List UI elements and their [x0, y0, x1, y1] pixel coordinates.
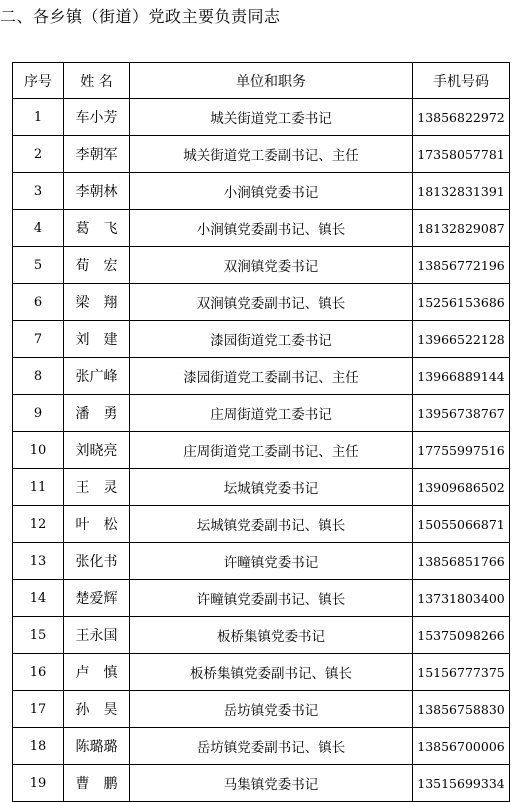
unit-position-cell: 城关街道党工委副书记、主任 [130, 136, 413, 173]
leaders-table [12, 62, 510, 802]
unit-position-cell: 双涧镇党委副书记、镇长 [130, 284, 413, 321]
table-row [13, 173, 510, 210]
serial-number-cell: 7 [13, 321, 64, 358]
mobile-number-cell: 17755997516 [413, 432, 510, 469]
name-cell: 李朝林 [64, 173, 130, 210]
table-row [13, 506, 510, 543]
header-serial-number: 序号 [13, 63, 64, 99]
name-cell: 梁 翔 [64, 284, 130, 321]
mobile-number-cell: 13856700006 [413, 728, 510, 765]
mobile-number-cell: 13856758830 [413, 691, 510, 728]
mobile-number-cell: 15375098266 [413, 617, 510, 654]
serial-number-cell: 17 [13, 691, 64, 728]
table-row [13, 284, 510, 321]
table-row [13, 469, 510, 506]
header-unit-and-position: 单位和职务 [130, 63, 413, 99]
mobile-number-cell: 15055066871 [413, 506, 510, 543]
unit-position-cell: 许疃镇党委副书记、镇长 [130, 580, 413, 617]
mobile-number-cell: 18132829087 [413, 210, 510, 247]
unit-position-cell: 庄周街道党工委书记 [130, 395, 413, 432]
table-row [13, 765, 510, 802]
mobile-number-cell: 13515699334 [413, 765, 510, 802]
mobile-number-cell: 13909686502 [413, 469, 510, 506]
table-row [13, 654, 510, 691]
mobile-number-cell: 18132831391 [413, 173, 510, 210]
serial-number-cell: 9 [13, 395, 64, 432]
unit-position-cell: 许疃镇党委书记 [130, 543, 413, 580]
serial-number-cell: 10 [13, 432, 64, 469]
mobile-number-cell: 15256153686 [413, 284, 510, 321]
serial-number-cell: 1 [13, 99, 64, 136]
mobile-number-cell: 13856822972 [413, 99, 510, 136]
serial-number-cell: 8 [13, 358, 64, 395]
unit-position-cell: 小涧镇党委副书记、镇长 [130, 210, 413, 247]
name-cell: 张广峰 [64, 358, 130, 395]
name-cell: 车小芳 [64, 99, 130, 136]
serial-number-cell: 16 [13, 654, 64, 691]
table-row [13, 728, 510, 765]
serial-number-cell: 6 [13, 284, 64, 321]
unit-position-cell: 漆园街道党工委副书记、主任 [130, 358, 413, 395]
mobile-number-cell: 13966889144 [413, 358, 510, 395]
table-row [13, 99, 510, 136]
section-title: 二、各乡镇（街道）党政主要负责同志 [0, 7, 281, 26]
unit-position-cell: 坛城镇党委书记 [130, 469, 413, 506]
name-cell: 荀 宏 [64, 247, 130, 284]
header-mobile-number: 手机号码 [413, 63, 510, 99]
unit-position-cell: 板桥集镇党委副书记、镇长 [130, 654, 413, 691]
table-header-row [13, 63, 510, 99]
name-cell: 刘 建 [64, 321, 130, 358]
serial-number-cell: 18 [13, 728, 64, 765]
table-row [13, 543, 510, 580]
mobile-number-cell: 17358057781 [413, 136, 510, 173]
unit-position-cell: 坛城镇党委副书记、镇长 [130, 506, 413, 543]
serial-number-cell: 14 [13, 580, 64, 617]
serial-number-cell: 5 [13, 247, 64, 284]
name-cell: 王永国 [64, 617, 130, 654]
table-row [13, 580, 510, 617]
mobile-number-cell: 13731803400 [413, 580, 510, 617]
serial-number-cell: 19 [13, 765, 64, 802]
unit-position-cell: 小涧镇党委书记 [130, 173, 413, 210]
table-row [13, 136, 510, 173]
unit-position-cell: 庄周街道党工委副书记、主任 [130, 432, 413, 469]
name-cell: 葛 飞 [64, 210, 130, 247]
mobile-number-cell: 13856772196 [413, 247, 510, 284]
name-cell: 潘 勇 [64, 395, 130, 432]
unit-position-cell: 城关街道党工委书记 [130, 99, 413, 136]
table-row [13, 395, 510, 432]
name-cell: 楚爱辉 [64, 580, 130, 617]
name-cell: 张化书 [64, 543, 130, 580]
serial-number-cell: 4 [13, 210, 64, 247]
name-cell: 陈璐璐 [64, 728, 130, 765]
unit-position-cell: 双涧镇党委书记 [130, 247, 413, 284]
serial-number-cell: 3 [13, 173, 64, 210]
unit-position-cell: 马集镇党委书记 [130, 765, 413, 802]
table-row [13, 358, 510, 395]
name-cell: 叶 松 [64, 506, 130, 543]
table-row [13, 432, 510, 469]
name-cell: 孙 昊 [64, 691, 130, 728]
table-row [13, 247, 510, 284]
table-row [13, 691, 510, 728]
serial-number-cell: 11 [13, 469, 64, 506]
unit-position-cell: 岳坊镇党委副书记、镇长 [130, 728, 413, 765]
table-row [13, 210, 510, 247]
serial-number-cell: 12 [13, 506, 64, 543]
name-cell: 曹 鹏 [64, 765, 130, 802]
header-name: 姓 名 [64, 63, 130, 99]
name-cell: 刘晓亮 [64, 432, 130, 469]
mobile-number-cell: 13966522128 [413, 321, 510, 358]
serial-number-cell: 15 [13, 617, 64, 654]
name-cell: 王 灵 [64, 469, 130, 506]
unit-position-cell: 岳坊镇党委书记 [130, 691, 413, 728]
unit-position-cell: 漆园街道党工委书记 [130, 321, 413, 358]
name-cell: 卢 慎 [64, 654, 130, 691]
mobile-number-cell: 15156777375 [413, 654, 510, 691]
table-body [13, 99, 510, 802]
table-row [13, 321, 510, 358]
serial-number-cell: 13 [13, 543, 64, 580]
table-row [13, 617, 510, 654]
mobile-number-cell: 13956738767 [413, 395, 510, 432]
mobile-number-cell: 13856851766 [413, 543, 510, 580]
name-cell: 李朝军 [64, 136, 130, 173]
serial-number-cell: 2 [13, 136, 64, 173]
unit-position-cell: 板桥集镇党委书记 [130, 617, 413, 654]
